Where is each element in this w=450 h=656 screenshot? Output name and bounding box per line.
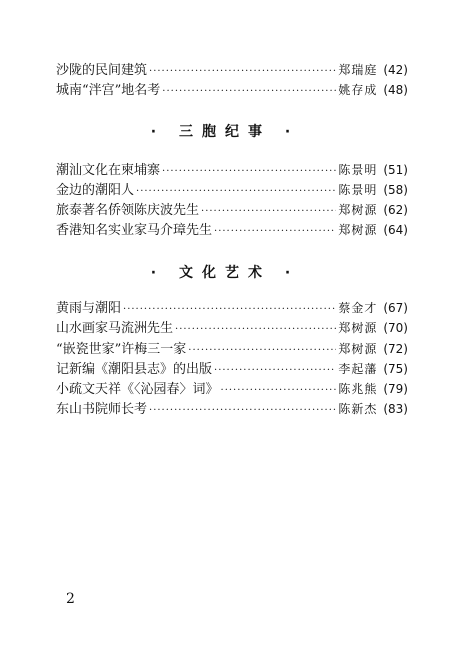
toc-leader-dots xyxy=(214,222,336,242)
toc-leader-dots xyxy=(162,162,336,182)
toc-entry-title: 旅泰著名侨领陈庆波先生 xyxy=(56,203,200,218)
toc-entry xyxy=(56,318,408,338)
toc-entry-title: 沙陇的民间建筑 xyxy=(56,63,148,78)
toc-leader-dots xyxy=(188,341,336,361)
toc-entry-title: 潮汕文化在柬埔寨 xyxy=(56,163,161,178)
toc-entry-page: (79) xyxy=(383,382,408,396)
toc-entry-title: 黄雨与潮阳 xyxy=(56,301,122,316)
toc-entry-page: (64) xyxy=(383,223,408,237)
toc-leader-dots xyxy=(175,320,336,340)
toc-entry-page: (75) xyxy=(383,362,408,376)
toc-entry-author: 陈兆熊 xyxy=(338,382,378,396)
toc-entry xyxy=(56,399,408,419)
toc-entry-title: 香港知名实业家马介璋先生 xyxy=(56,223,213,238)
toc-entry-title: 金边的潮阳人 xyxy=(56,183,135,198)
toc-entry xyxy=(56,220,408,240)
toc-entry-author: 陈景明 xyxy=(338,183,378,197)
toc-entry-author: 蔡金才 xyxy=(338,301,378,315)
toc-entry-author: 陈景明 xyxy=(338,163,378,177)
toc-entry-page: (51) xyxy=(383,163,408,177)
toc-entry xyxy=(56,379,408,399)
toc-entry-author: 郑树源 xyxy=(338,223,378,237)
toc-entry-author: 陈新杰 xyxy=(338,402,378,416)
toc-entry-author: 姚存成 xyxy=(338,83,378,97)
toc-leader-dots xyxy=(214,361,336,381)
toc-entry-title: 城南“泮宫”地名考 xyxy=(56,83,161,98)
toc-entry-title: 东山书院师长考 xyxy=(56,402,148,417)
section-heading: · 文化艺术 · xyxy=(150,265,300,281)
toc-entry-author: 李起藩 xyxy=(338,362,378,376)
toc-leader-dots xyxy=(201,202,336,222)
toc-entry-author: 郑树源 xyxy=(338,203,378,217)
toc-leader-dots xyxy=(123,300,336,320)
toc-entry xyxy=(56,200,408,220)
toc-entry xyxy=(56,298,408,318)
toc-entry-title: 小疏文天祥《〈沁园春〉词》 xyxy=(56,382,219,397)
toc-entry xyxy=(56,160,408,180)
toc-entry xyxy=(56,359,408,379)
toc-entry-title: 记新编《潮阳县志》的出版 xyxy=(56,362,213,377)
toc-entry-author: 郑瑞庭 xyxy=(338,63,378,77)
toc-leader-dots xyxy=(149,62,336,82)
toc-leader-dots xyxy=(136,182,336,202)
toc-entry xyxy=(56,180,408,200)
toc-entry xyxy=(56,60,408,80)
toc-entry-page: (67) xyxy=(383,301,408,315)
toc-entry-page: (72) xyxy=(383,342,408,356)
toc-entry-page: (58) xyxy=(383,183,408,197)
toc-entry-page: (48) xyxy=(383,83,408,97)
toc-entry-author: 郑树源 xyxy=(338,321,378,335)
toc-entry xyxy=(56,80,408,100)
toc-leader-dots xyxy=(162,82,336,102)
toc-entry-page: (62) xyxy=(383,203,408,217)
toc-entry-page: (70) xyxy=(383,321,408,335)
section-heading: · 三胞纪事 · xyxy=(150,124,300,140)
toc-entry-title: 山水画家马流洲先生 xyxy=(56,321,174,336)
toc-entry-page: (42) xyxy=(383,63,408,77)
toc-entry-title: “嵌瓷世家”许梅三一家 xyxy=(56,342,187,357)
page-number: 2 xyxy=(66,591,75,607)
toc-entry xyxy=(56,339,408,359)
toc-entry-author: 郑树源 xyxy=(338,342,378,356)
toc-leader-dots xyxy=(149,401,336,421)
toc-entry-page: (83) xyxy=(383,402,408,416)
toc-leader-dots xyxy=(221,381,337,401)
